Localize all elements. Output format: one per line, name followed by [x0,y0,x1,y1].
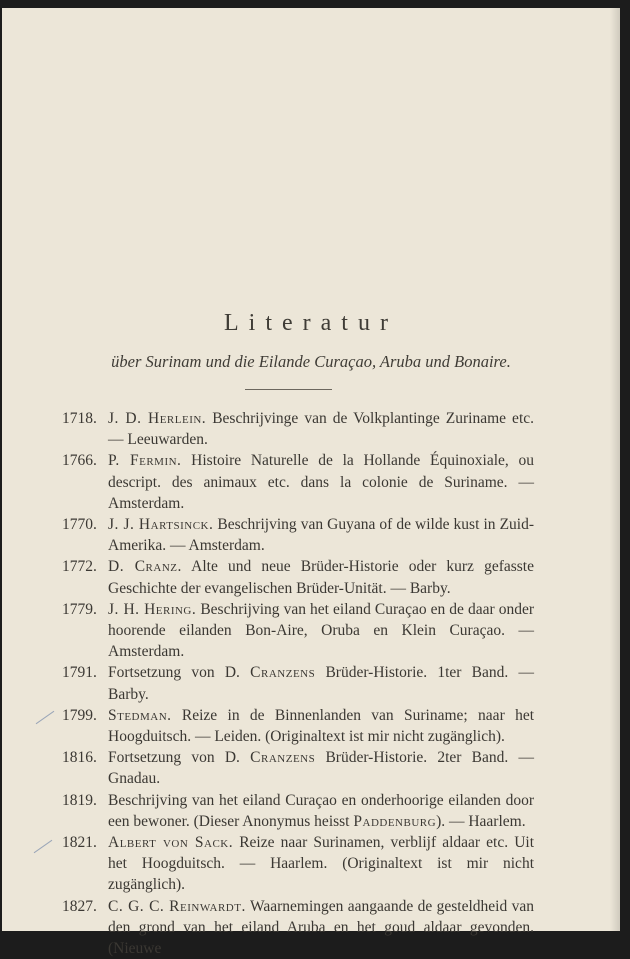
entry-author: Paddenburg [353,812,437,830]
bibliography-entry [62,514,534,556]
entry-year: 1819. [62,791,97,809]
entry-author: J. H. Hering. [108,600,197,618]
bibliography-entry [62,450,534,514]
entry-year: 1766. [62,452,97,470]
entry-author: Stedman. [108,706,172,724]
entry-year: 1772. [62,558,97,576]
page-title: Literatur [224,310,398,336]
pencil-mark-icon [36,711,55,724]
entry-author: C. G. C. Reinwardt. [108,897,246,915]
entry-text: Reize naar Surinamen, verblijf aldaar etc. Uit het Hoogduitsch. — Haarlem. (Originaltext ist mir nicht zugänglich). [108,834,535,894]
entry-year: 1816. [62,749,97,767]
entry-text: Beschrijving van Guyana of de wilde kust in Zuid-Amerika. — Amsterdam. [108,516,535,555]
entry-year: 1827. [62,897,97,915]
entry-author: Albert von Sack. [108,834,234,852]
entry-text: Brüder-Historie. 2ter Band. — Gnadau. [108,749,534,788]
entry-text: Histoire Naturelle de la Hollande Équinoxiale, ou descript. des animaux etc. dans la colonie de Suriname. — Amsterdam. [108,452,534,512]
entry-author: Cranzens [250,749,316,767]
entry-year: 1770. [62,516,97,534]
bibliography-entry [62,556,534,598]
title-divider [245,389,332,390]
entry-suffix: ). — Haarlem. [436,812,526,830]
entry-year: 1718. [62,410,97,427]
entry-year: 1779. [62,600,97,618]
entry-text: Reize in de Binnenlanden van Suriname; naar het Hoogduitsch. — Leiden. (Originaltext ist mir nicht zugänglich). [108,706,534,746]
pencil-mark-icon [34,840,53,853]
entry-text: Beschrijving van het eiland Curaçao en de daar onder hoorende eilanden Bon-Aire, Oruba en Klein Curaçao. — Amsterdam. [108,600,535,661]
bibliography-entry [62,832,534,896]
bibliography-entry [62,408,534,450]
entry-author: P. Fermin. [108,452,182,470]
bibliography-entry [62,896,534,959]
entry-year: 1799. [62,706,97,724]
entry-text: Waarnemingen aangaande de gesteldheid van den grond van het eiland Aruba en het goud aldaar gevonden. (Nieuwe [108,897,534,958]
entry-author: J. D. Herlein. [108,410,207,427]
bibliography-entry [62,662,534,704]
bibliography-entry [62,790,534,832]
entry-text: Beschrijvinge van de Volkplantinge Zuriname etc. — Leeuwarden. [108,410,534,449]
book-page [2,8,620,958]
entry-author: J. J. Hartsinck. [108,516,214,534]
entry-text: Brüder-Historie. 1ter Band. — Barby. [108,664,534,703]
entry-text: Alte und neue Brüder-Historie oder kurz gefasste Geschichte der evangelischen Brüder-Unität. — Barby. [108,558,534,597]
bibliography-entry [62,705,534,747]
page-spine-shadow [610,8,620,931]
entry-author: D. Cranz. [108,558,182,576]
entry-year: 1821. [62,834,97,852]
entry-prefix: Fortsetzung von D. [108,664,240,682]
bibliography-list [62,408,534,959]
entry-author: Cranzens [250,664,316,682]
page-subtitle: über Surinam und die Eilande Curaçao, Aruba und Bonaire. [111,352,511,371]
entry-year: 1791. [62,664,97,682]
bibliography-entry [62,747,534,789]
entry-prefix: Fortsetzung von D. [108,749,240,767]
bibliography-entry [62,599,534,663]
entry-text: Beschrijving van het eiland Curaçao en onderhoorige eilanden door een bewoner. (Dieser Anonymus heisst [108,791,534,830]
